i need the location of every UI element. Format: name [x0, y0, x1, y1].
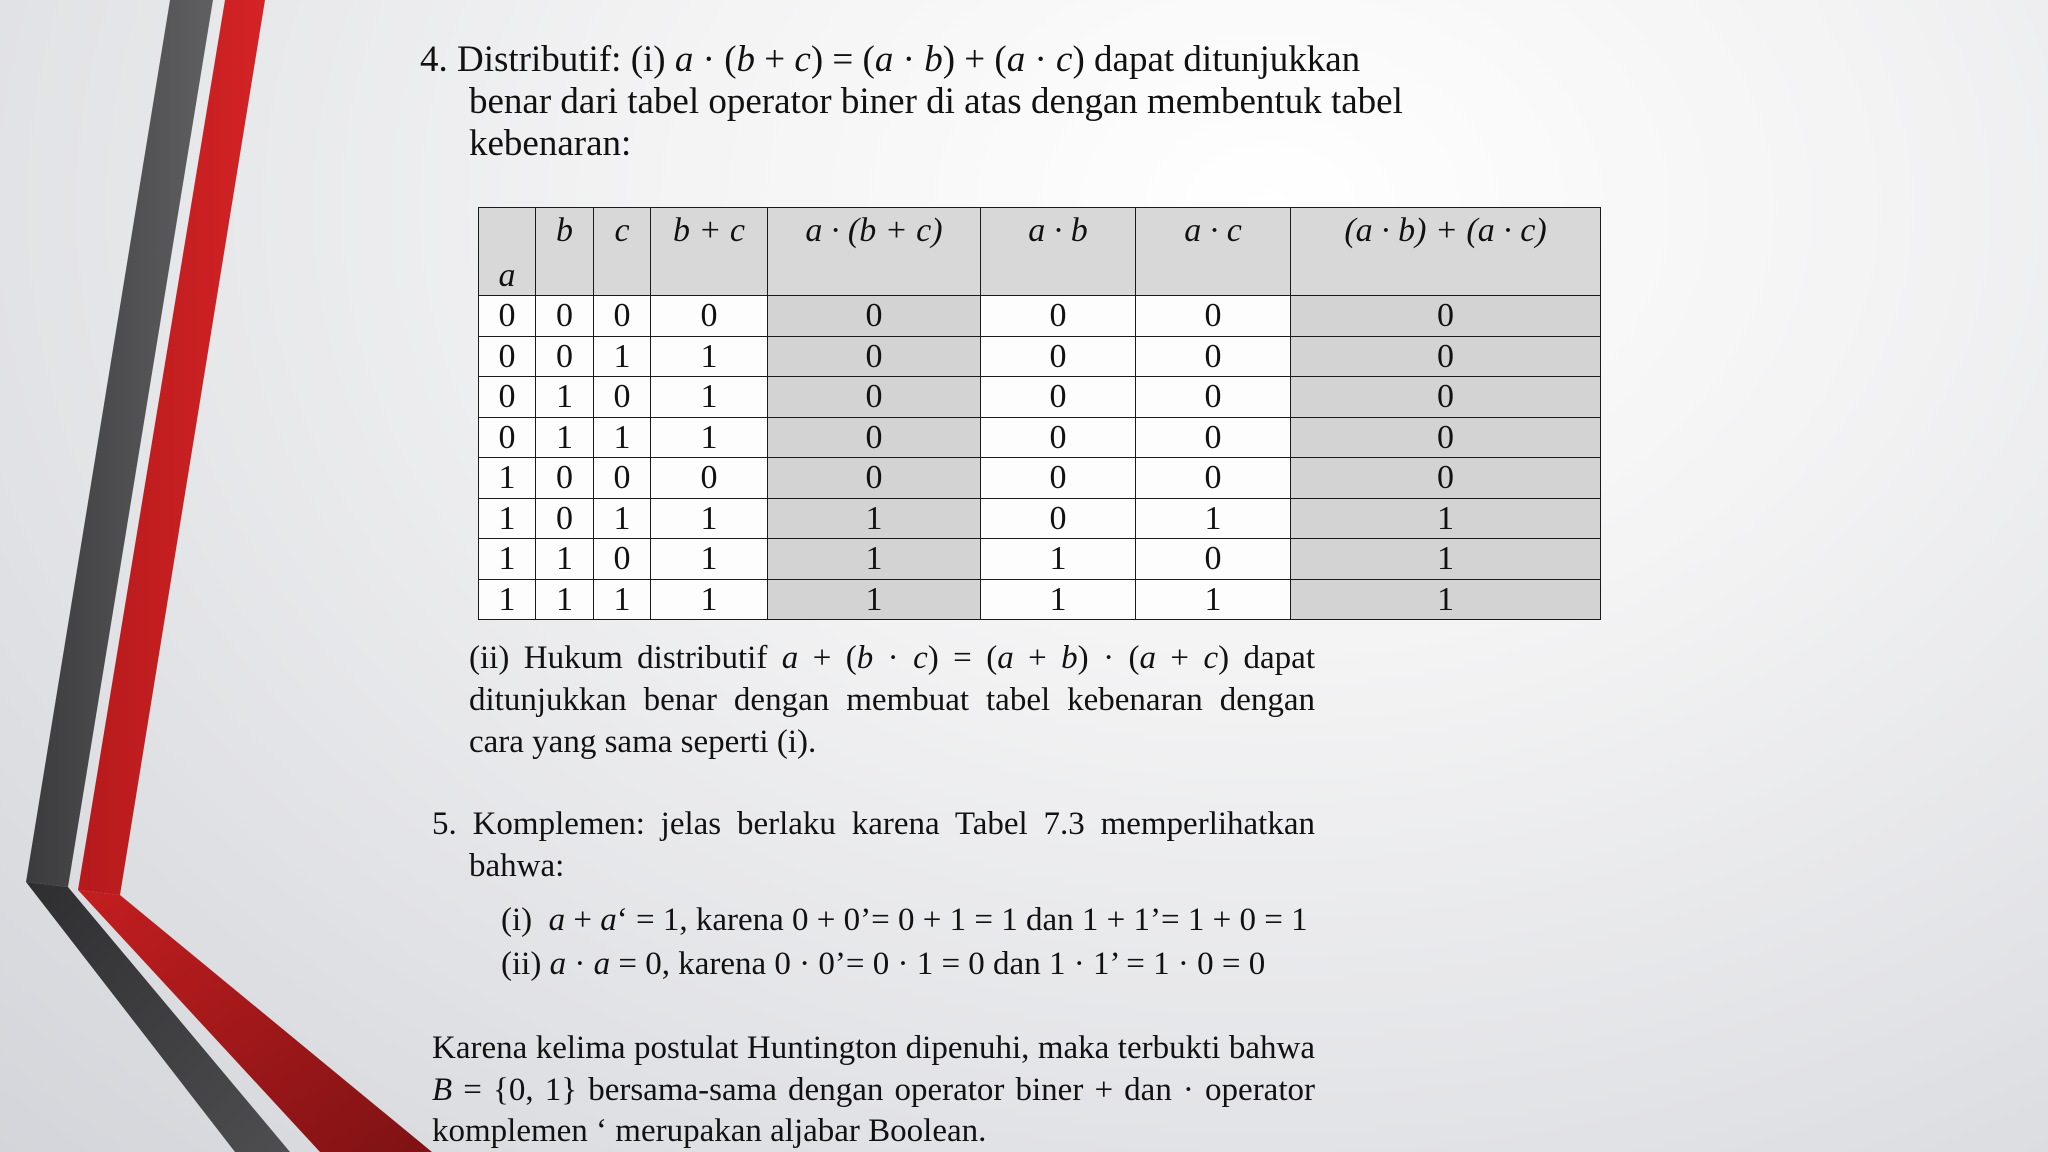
- table-cell: 1: [651, 377, 768, 418]
- table-cell: 0: [1136, 377, 1291, 418]
- item4-line3: kebenaran:: [469, 123, 632, 164]
- table-cell: 0: [594, 458, 651, 499]
- table-cell: 1: [536, 417, 594, 458]
- table-cell: 1: [594, 579, 651, 620]
- table-cell: 0: [1136, 458, 1291, 499]
- table-cell: 0: [536, 458, 594, 499]
- table-cell: 1: [479, 458, 536, 499]
- item5-sub1: (i) a + a‘ = 1, karena 0 + 0’= 0 + 1 = 1 dan 1 + 1’= 1 + 0 = 1: [501, 902, 1308, 938]
- table-cell: 1: [479, 579, 536, 620]
- table-cell: 1: [981, 539, 1136, 580]
- table-cell: 0: [981, 336, 1136, 377]
- item4ii-line2: ditunjukkan benar dengan membuat tabel kebenaran dengan: [469, 682, 1315, 718]
- table-cell: 1: [536, 579, 594, 620]
- table-cell: 1: [1291, 539, 1601, 580]
- table-cell: 1: [479, 539, 536, 580]
- table-cell: 1: [651, 579, 768, 620]
- table-cell: 1: [479, 498, 536, 539]
- table-cell: 0: [1291, 377, 1601, 418]
- table-cell: 1: [651, 417, 768, 458]
- header-ab-plus-ac: (a · b) + (a · c): [1291, 208, 1601, 296]
- table-cell: 0: [1136, 336, 1291, 377]
- table-row: [479, 539, 1601, 580]
- table-cell: 0: [651, 458, 768, 499]
- table-row: [479, 377, 1601, 418]
- table-row: [479, 417, 1601, 458]
- table-cell: 0: [594, 539, 651, 580]
- table-cell: 1: [1136, 498, 1291, 539]
- table-cell: 0: [768, 296, 981, 337]
- item5-line1: 5. Komplemen: jelas berlaku karena Tabel 7.3 memperlihatkan: [432, 806, 1315, 842]
- table-row: [479, 296, 1601, 337]
- table-cell: 0: [981, 498, 1136, 539]
- conclusion-line2: B = {0, 1} bersama-sama dengan operator biner + dan · operator: [432, 1072, 1315, 1108]
- header-a-times-bc: a · (b + c): [768, 208, 981, 296]
- table-cell: 1: [1291, 579, 1601, 620]
- table-cell: 1: [651, 539, 768, 580]
- header-c: c: [594, 208, 651, 296]
- table-cell: 0: [1136, 296, 1291, 337]
- table-row: [479, 336, 1601, 377]
- table-cell: 0: [768, 458, 981, 499]
- table-cell: 0: [981, 458, 1136, 499]
- table-cell: 0: [1136, 539, 1291, 580]
- table-cell: 0: [1291, 296, 1601, 337]
- table-cell: 0: [1291, 417, 1601, 458]
- table-cell: 1: [981, 579, 1136, 620]
- table-cell: 0: [768, 336, 981, 377]
- table-cell: 0: [479, 296, 536, 337]
- table-cell: 0: [1291, 336, 1601, 377]
- conclusion-line3: komplemen ‘ merupakan aljabar Boolean.: [432, 1113, 987, 1149]
- table-cell: 0: [594, 377, 651, 418]
- table-row: [479, 498, 1601, 539]
- table-cell: 0: [479, 377, 536, 418]
- table-cell: 0: [536, 498, 594, 539]
- table-cell: 1: [594, 336, 651, 377]
- table-cell: 1: [536, 377, 594, 418]
- table-cell: 0: [981, 296, 1136, 337]
- table-row: [479, 458, 1601, 499]
- table-cell: 0: [594, 296, 651, 337]
- table-cell: 0: [479, 336, 536, 377]
- table-cell: 1: [651, 498, 768, 539]
- header-a-times-b: a · b: [981, 208, 1136, 296]
- header-b-plus-c: b + c: [651, 208, 768, 296]
- table-cell: 0: [768, 417, 981, 458]
- header-a: a: [479, 208, 536, 296]
- header-b: b: [536, 208, 594, 296]
- table-cell: 0: [536, 336, 594, 377]
- table-cell: 0: [981, 377, 1136, 418]
- table-row: [479, 579, 1601, 620]
- table-cell: 1: [594, 417, 651, 458]
- table-cell: 0: [479, 417, 536, 458]
- item5-line2: bahwa:: [469, 848, 565, 884]
- header-a-times-c: a · c: [1136, 208, 1291, 296]
- table-cell: 1: [651, 336, 768, 377]
- table-cell: 1: [768, 498, 981, 539]
- table-cell: 1: [1136, 579, 1291, 620]
- table-cell: 1: [536, 539, 594, 580]
- table-cell: 1: [594, 498, 651, 539]
- table-header-row: [479, 208, 1601, 296]
- table-cell: 1: [768, 539, 981, 580]
- item4ii-line1: (ii) Hukum distributif a + (b · c) = (a + b) · (a + c) dapat: [469, 640, 1315, 676]
- table-cell: 0: [1291, 458, 1601, 499]
- table-cell: 0: [1136, 417, 1291, 458]
- conclusion-line1: Karena kelima postulat Huntington dipenuhi, maka terbukti bahwa: [432, 1030, 1315, 1066]
- table-cell: 1: [1291, 498, 1601, 539]
- truth-table: [478, 207, 1601, 620]
- table-cell: 0: [768, 377, 981, 418]
- item4-line1: 4. Distributif: (i) a · (b + c) = (a · b) + (a · c) dapat ditunjukkan: [420, 39, 1361, 80]
- item5-sub2: (ii) a · a = 0, karena 0 · 0’= 0 · 1 = 0 dan 1 · 1’ = 1 · 0 = 0: [501, 946, 1266, 982]
- item4ii-line3: cara yang sama seperti (i).: [469, 724, 817, 760]
- item4-line2: benar dari tabel operator biner di atas dengan membentuk tabel: [469, 81, 1403, 122]
- table-cell: 0: [651, 296, 768, 337]
- table-cell: 0: [536, 296, 594, 337]
- table-cell: 1: [768, 579, 981, 620]
- table-cell: 0: [981, 417, 1136, 458]
